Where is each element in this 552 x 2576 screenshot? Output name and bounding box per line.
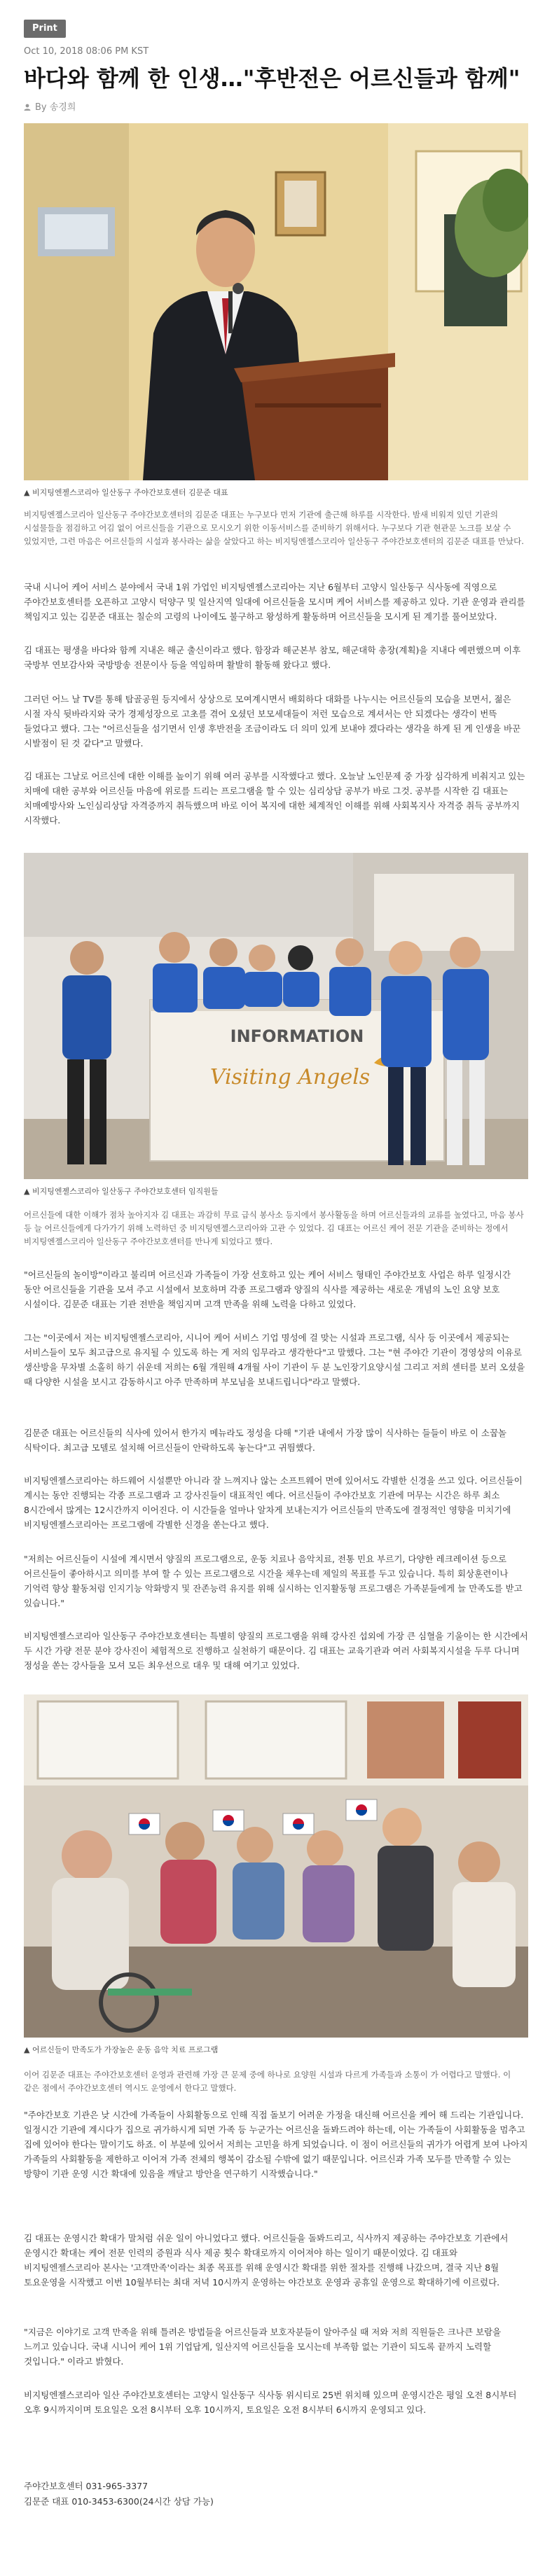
desk-sign-text: INFORMATION [230, 1026, 364, 1046]
body-paragraph-c1: 김문준 대표는 어르신들의 식사에 있어서 한가지 메뉴라도 정성을 다해 "기관 내에서 가장 많이 식사하는 들들이 바로 이 소꿉놀 식탁이다. 최고급 모델로 설치해 어르신들이 안락하도록 놓는다"고 귀띔했다. [24, 1428, 507, 1453]
contact-director-phone: 김문준 대표 010-3453-6300(24시간 상담 가능) [24, 2496, 214, 2507]
print-button[interactable]: Print [24, 20, 66, 38]
body-paragraph-a4: 김 대표는 그날로 어르신에 대한 이해를 높이기 위해 여러 공부를 시작했다고 했다. 오늘날 노인문제 중 가장 심각하게 비춰지고 있는 치매에 대한 공부와 어르신들 마음에 위로를 드리는 프로그램을 할 수 있는 심리상담 공부가 바로 그것. 공부를 시작한 김 대표는 치매예방사와 노인심리상담 자격증까지 취득했으며 바로 이어 복지에 대한 체계적인 이해를 위해 사회복지사 자격증 취득 공부까지 시작했다. [24, 771, 525, 826]
article-photo-speaker [24, 123, 528, 480]
body-paragraph-c4: 비지팅엔젤스코리아 일산동구 주야간보호센터는 특별히 양질의 프로그램을 위해 강사진 섭외에 가장 큰 심혈을 기울이는 한 시간에서 두 시간 가량 전문 분야 강사진이 체험적으로 진행하고 실천하기 때문이다. 김 대표는 교육기관과 여러 사회복지시설을 두루 다니며 정성을 쏟는 강사들을 모셔 모든 최우선으로 대우 및 대해 여기고 있었다. [24, 1631, 528, 1671]
photo-caption-3-text: 어르신들이 만족도가 가장높은 운동 음악 치료 프로그램 [32, 2045, 219, 2054]
article-photo-program [24, 1694, 528, 2038]
photo-caption-1: ▲ 비지팅엔젤스코리아 일산동구 주야간보호센터 김문준 대표 [24, 488, 228, 497]
desk-logo-text: Visiting Angels [209, 1065, 371, 1089]
body-paragraph-b1: "어르신들의 놀이방"이라고 불리며 어르신과 가족들이 가장 선호하고 있는 케어 서비스 형태인 주야간보호 사업은 하루 일정시간 동안 어르신들을 기관을 모셔 주고 시설에서 보호하며 각종 프로그램과 양질의 식사를 제공하는 새로운 개념의 노인 요양 보호 시설이다. 김문준 대표는 기관 전반을 책임지며 고객 만족을 위해 노력을 다하고 있었다. [24, 1269, 511, 1309]
lower-small-paragraph: 이어 김문준 대표는 주야간보호센터 운영과 관련해 가장 큰 문제 중에 하나로 요양원 시설과 다르게 가족들과 소통이 가 어렵다고 말했다. 이 같은 점에서 주야간보호센터 역시도 운영에서 한다고 말했다. [24, 2070, 511, 2093]
article-toolbar [24, 20, 66, 38]
body-paragraph-a1: 국내 시니어 케어 서비스 분야에서 국내 1위 가업인 비지팅엔젤스코리아는 지난 6월부터 고양시 일산동구 식사동에 직영으로 주야간보호센터를 오픈하고 고양시 덕양구 및 일산지역 일대에 어르신들을 모시며 케어 서비스를 제공하고 있다. 기관 운영과 관리를 책임지고 있는 김문준 대표는 칠순의 고령의 나이에도 불구하고 왕성하게 활동하며 어르신들을 모시게 된 계기를 풀어보았다. [24, 582, 525, 622]
body-paragraph-d3: "지금은 이야기로 고객 만족을 위해 틀려온 방법들을 어르신들과 보호자분들이 알아주실 때 저와 저희 직원들은 크나큰 보람을 느끼고 있습니다. 국내 시니어 케어 1위 기업답게, 일산지역 어르신들을 모시는데 부족함 없는 기관이 되도록 끝까지 노력할 것입니다." 이라고 밝혔다. [24, 2327, 502, 2367]
byline-text: By 송경희 [35, 102, 76, 113]
speaker-photo [24, 123, 528, 480]
photo-caption-1-text: 비지팅엔젤스코리아 일산동구 주야간보호센터 김문준 대표 [32, 488, 228, 497]
photo-caption-2: ▲ 비지팅엔젤스코리아 일산동구 주야간보호센터 임직원들 [24, 1187, 219, 1196]
body-paragraph-d4: 비지팅엔젤스코리아 일산 주야간보호센터는 고양시 일산동구 식사동 위시티로 25번 위치해 있으며 운영시간은 평일 오전 8시부터 오후 9시까지이며 토요일은 오전 8시부터 오후 10시까지, 토요일은 오전 8시부터 6시까지 운영되고 있다. [24, 2390, 517, 2415]
article-byline [24, 99, 76, 113]
photo-caption-2-text: 비지팅엔젤스코리아 일산동구 주야간보호센터 임직원들 [32, 1187, 219, 1196]
article-photo-staff [24, 853, 528, 1179]
body-paragraph-a2: 김 대표는 평생을 바다와 함께 지내온 해군 출신이라고 했다. 함장과 해군본부 참모, 해군대학 총장(계획)을 지내다 예편했으며 이후 국방부 연보감사와 국방방송 전문이사 등을 역임하며 활발히 활동해 왔다고 했다. [24, 645, 521, 670]
contact-center-phone: 주야간보호센터 031-965-3377 [24, 2481, 149, 2491]
photo-caption-3: ▲ 어르신들이 만족도가 가장높은 운동 음악 치료 프로그램 [24, 2045, 219, 2054]
body-paragraph-d2: 김 대표는 운영시간 확대가 말처럼 쉬운 일이 아니었다고 했다. 어르신들을 돌봐드리고, 식사까지 제공하는 주야간보호 기관에서 운영시간 확대는 케어 전문 인력의 증원과 식사 제공 횟수 확대로까지 이어져야 하는 일이기 때문이었다. 김 대표와 비지팅엔젤스코리아 본사는 '고객만족'이라는 최종 목표를 위해 운영시간 확대를 위한 절차를 진행해 나갔으며, 결국 지난 8월 토요운영을 시작했고 이번 10월부터는 최대 저녁 10시까지 운영하는 야간보호 운영과 공휴일 운영으로 확대하기에 이르렀다. [24, 2233, 509, 2288]
program-photo [24, 1694, 528, 2038]
article-dateline: Oct 10, 2018 08:06 PM KST [24, 46, 149, 57]
staff-photo [24, 853, 528, 1179]
body-paragraph-c2: 비지팅엔젤스코리아는 하드웨어 시설뿐만 아니라 잘 느껴지나 않는 소프트웨어 면에 있어서도 각별한 신경을 쓰고 있다. 어르신들이 계시는 동안 진행되는 각종 프로그램과 고 강사진들이 대표적인 예다. 어르신들이 주야간보호 기관에 머무는 시간은 하루 최소 8시간에서 많게는 12시간까지 이어진다. 이 시간들을 얼마나 알차게 보내는지가 어르신들의 만족도에 결정적인 영향을 미치기에 비지팅엔젤스코리아는 프로그램에 각별한 신경을 쏟는다고 했다. [24, 1475, 523, 1530]
lead-paragraph: 비지팅엔젤스코리아 일산동구 주야간보호센터의 김문준 대표는 누구보다 먼저 기관에 출근해 하루를 시작한다. 밤새 비워져 있던 기관의 시설물들을 점검하고 어김 없이 어르신들을 기관으로 모시오기 위한 이동서비스를 준비하기 위해서다. 누구보다 기관 현관문 노크를 보살 수 있었지만, 그런 마음은 어르신들의 시설과 봉사라는 삶을 살았다고 하는 비지팅엔젤스코리아 일산동구 주야간보호센터의 김문준 대표를 만났다. [24, 510, 524, 546]
article-headline: 바다와 함께 한 인생…"후반전은 어르신들과 함께" [24, 65, 520, 92]
body-paragraph-a3: 그러던 어느 날 TV를 통해 탑골공원 등지에서 상상으로 모여계시면서 배회하다 대화를 나누시는 어르신들의 모습을 보면서, 젊은 시절 자식 뒷바라지와 국가 경제성장으로 고초를 겪어 오셨던 보모세대들이 저런 모습으로 계셔서는 안 되겠다는 생각이 번뜩 들었다고 했다. 그는 "어르신들을 섬기면서 인생 후반전을 조금이라도 더 의미 있게 보내야 겠다라는 생각을 하게 된 게 인생을 바꾼 시발점이 된 것 같다"고 말했다. [24, 694, 521, 749]
body-paragraph-c3: "저희는 어르신들이 시설에 계시면서 양질의 프로그램으로, 운동 치료나 음악치료, 전통 민요 부르기, 다양한 레크레이션 등으로 어르신들이 좋아하시고 의미를 부여 할 수 있는 프로그램으로 시간을 채우는데 제일의 목표를 두고 있습니다. 특히 회상훈련이나 기억력 향상 활동처럼 인지기능 악화방지 및 잔존능력 유지를 위해 실시하는 인지활동형 프로그램은 가족분들에게 늘 만족도를 받고 있습니다." [24, 1554, 523, 1608]
author-icon [24, 104, 31, 111]
body-paragraph-b2: 그는 "이곳에서 저는 비지팅엔젤스코리아, 시니어 케어 서비스 기업 명성에 걸 맞는 시설과 프로그램, 식사 등 이곳에서 제공되는 서비스들이 모두 최고급으로 유지될 수 있도록 하는 게 저의 임무라고 생각한다"고 말했다. 그는 "현 주야간 기관이 경영상의 이유로 생산방을 무차별 소홀히 하기 쉬운데 저희는 6월 개원해 4개월 사이 기관이 두 분 노인장기요양시설 그리고 저희 센터를 보러 오셨을 때 다양한 시설을 보시고 감동하시고 아주 만족하며 부모님을 보내드립니다"라고 말했다. [24, 1332, 525, 1387]
middle-small-paragraph: 어르신들에 대한 이해가 점차 높아지자 김 대표는 과감히 무료 급식 봉사소 등지에서 봉사활동을 하며 어르신들과의 교류를 높였다고, 마음 봉사 등 늘 어르신들에게 다가가기 위해 노력하던 중 비지팅엔젤스코리아와 고관 수 있었다. 김 대표는 어르신 케어 전문 기관을 준비하는 정에서 비지팅엔젤스코리아 일산동구 주야간보호센터를 만나게 되었다고 했다. [24, 1210, 524, 1246]
body-paragraph-d1: "주야간보호 기관은 낮 시간에 가족들이 사회활동으로 인해 직접 돌보기 어려운 가정을 대신해 어르신을 케어 해 드리는 기관입니다. 일정시간 기관에 계시다가 집으로 귀가하시게 되면 가족 등 누군가는 어르신을 돌봐드려야 하는데, 이는 가족들이 사회활동을 멈추고 집에 있어야 한다는 말이기도 하죠. 이 부분에 있어서 저희는 고민을 하게 되었습니다. 이 점이 어르신들의 귀가가 어렵게 보여 나아지 가족들의 사회활동을 제한하고 이어져 가족 전체의 행복이 감소될 수밖에 없기 때문입니다. 어르신과 가족 모두를 만족할 수 있는 방향이 기관 운영 시간 확대에 있음을 깨달고 방안을 연구하기 시작했습니다." [24, 2110, 528, 2179]
contact-info [24, 2479, 214, 2509]
